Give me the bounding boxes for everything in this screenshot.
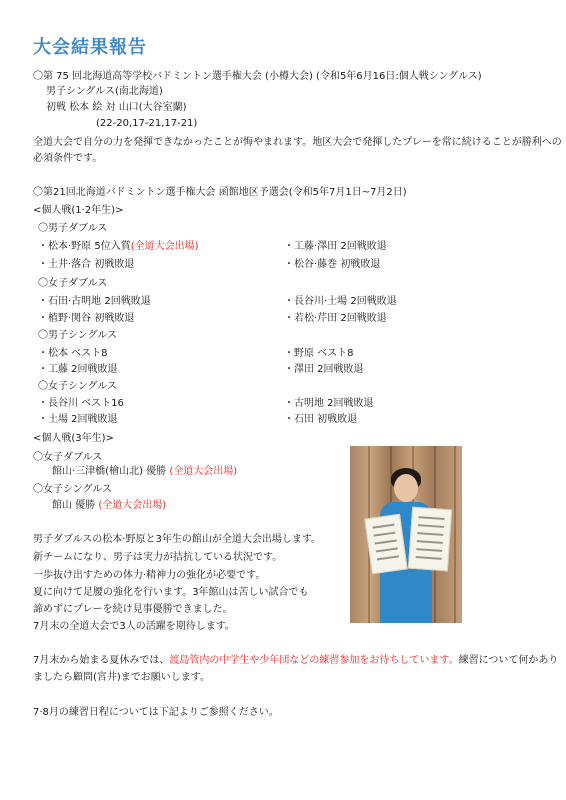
invitation-line2: ましたら顧問(宮井)までお願いします。 xyxy=(33,672,211,683)
summary-line: 夏に向けて足腰の強化を行います。3年館山は苦しい試合でも xyxy=(33,587,309,598)
grade3-doubles-heading: 〇女子ダブルス xyxy=(33,452,103,463)
zendo-badge: (全道大会出場) xyxy=(98,500,167,511)
girls-doubles-heading: 〇女子ダブルス xyxy=(38,278,108,289)
girls-doubles-result-4: ・若松·芹田 2回戦敗退 xyxy=(284,313,387,324)
grade3-singles-result: 館山 優勝 (全道大会出場) xyxy=(52,500,167,511)
boys-doubles-result-4: ・松谷·藤巻 初戦敗退 xyxy=(284,259,381,270)
boys-doubles-result-2: ・工藤·澤田 2回戦敗退 xyxy=(284,241,387,252)
zendo-badge: (全道大会出場) xyxy=(130,241,199,252)
grade3-doubles-result: 館山·三津橋(檜山北) 優勝 (全道大会出場) xyxy=(52,466,238,477)
boys-doubles-result-3: ・土井·落合 初戦敗退 xyxy=(38,259,135,270)
section1-comment-line2: 必須条件です。 xyxy=(33,153,103,164)
girls-singles-heading: 〇女子シングルス xyxy=(38,381,117,392)
boys-singles-result-2: ・野原 ベスト8 xyxy=(284,348,354,359)
section1-heading: 〇第 75 回北海道高等学校バドミントン選手権大会 (小樽大会) (令和5年6月16日:個人戦シングルス) xyxy=(33,71,482,82)
section1-score: (22-20,17-21,17-21) xyxy=(96,118,198,129)
section2-heading: 〇第21回北海道バドミントン選手権大会 函館地区予選会(令和5年7月1日~7月2日) xyxy=(33,187,407,198)
boys-singles-result-3: ・工藤 2回戦敗退 xyxy=(38,364,118,375)
girls-singles-result-1: ・長谷川 ベスト16 xyxy=(38,398,124,409)
summary-line: 男子ダブルスの松本·野原と3年生の館山が全道大会出場します。 xyxy=(33,534,322,545)
certificate-image xyxy=(364,514,407,574)
summary-line: 新チームになり、男子は実力が拮抗している状況です。 xyxy=(33,552,283,563)
boys-singles-result-1: ・松本 ベスト8 xyxy=(38,348,108,359)
girls-doubles-result-3: ・植野·関谷 初戦敗退 xyxy=(38,313,135,324)
girls-singles-result-2: ・古明地 2回戦敗退 xyxy=(284,398,374,409)
grade3-singles-heading: 〇女子シングルス xyxy=(33,484,112,495)
girls-doubles-result-2: ・長谷川·土場 2回戦敗退 xyxy=(284,296,397,307)
certificate-image xyxy=(408,507,452,572)
girls-singles-result-4: ・石田 初戦敗退 xyxy=(284,414,358,425)
player-photo xyxy=(350,446,462,623)
grade3-heading: <個人戦(3年生)> xyxy=(33,433,114,444)
zendo-badge: (全道大会出場) xyxy=(169,466,238,477)
section1-match: 初戦 松本 絵 対 山口(大谷室蘭) xyxy=(46,102,187,113)
girls-singles-result-3: ・土場 2回戦敗退 xyxy=(38,414,118,425)
grade12-heading: <個人戦(1·2年生)> xyxy=(33,205,124,216)
summary-line: 一歩抜け出すための体力·精神力の強化が必要です。 xyxy=(33,570,266,581)
boys-doubles-heading: 〇男子ダブルス xyxy=(38,223,108,234)
summary-line: 7月末の全道大会で3人の活躍を期待します。 xyxy=(33,621,235,632)
girls-doubles-result-1: ・石田·古明地 2回戦敗退 xyxy=(38,296,151,307)
invitation-highlight: 渡島管内の中学生や少年団などの練習参加をお待ちしています。 xyxy=(169,655,459,666)
boys-singles-result-4: ・澤田 2回戦敗退 xyxy=(284,364,364,375)
boys-singles-heading: 〇男子シングルス xyxy=(38,330,117,341)
section1-comment-line1: 全道大会で自分の力を発揮できなかったことが悔やまれます。地区大会で発揮したプレーを常に続けることが勝利への xyxy=(33,137,562,148)
schedule-note: 7·8月の練習日程については下記よりご参照ください。 xyxy=(33,707,279,718)
section1-subheading: 男子シングルス(南北海道) xyxy=(46,86,163,97)
boys-doubles-result-1: ・松本·野原 5位入賞(全道大会出場) xyxy=(38,241,199,252)
invitation-line1: 7月末から始まる夏休みでは、渡島管内の中学生や少年団などの練習参加をお待ちしています。練習について何かあり xyxy=(33,655,559,666)
summary-line: 諦めずにプレーを続け見事優勝できました。 xyxy=(33,604,233,615)
page-title: 大会結果報告 xyxy=(33,37,147,58)
